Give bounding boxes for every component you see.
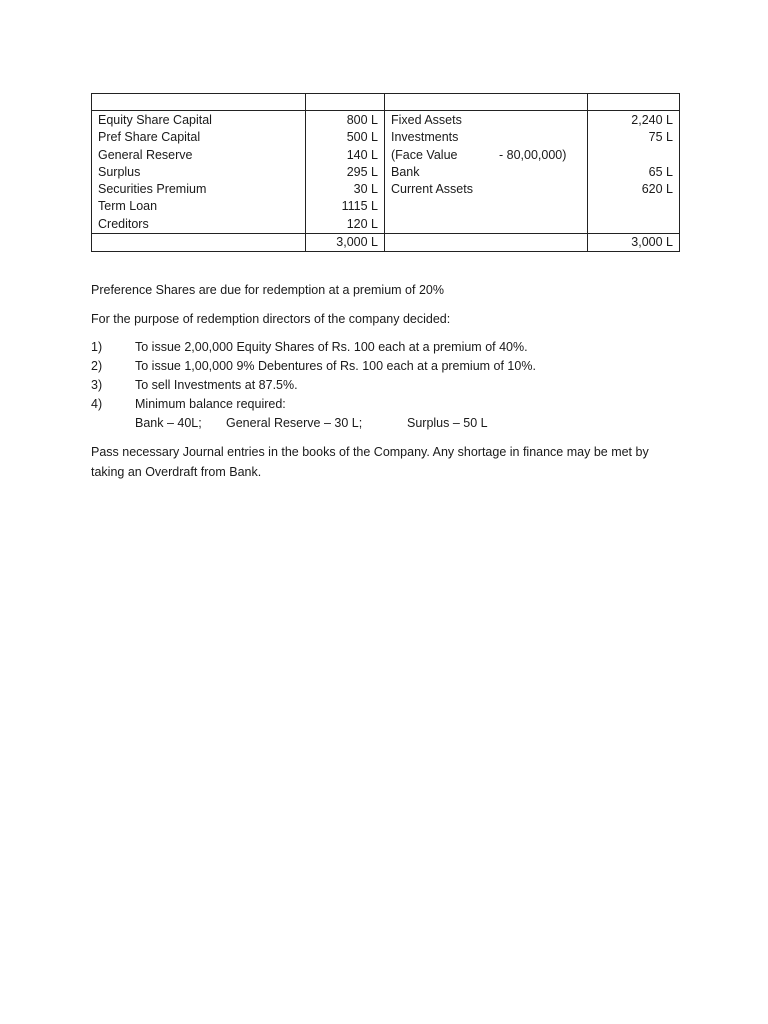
min-surplus: Surplus – 50 L <box>407 416 488 430</box>
asset-label <box>385 198 588 215</box>
asset-amount: 75 L <box>588 129 680 146</box>
list-item <box>91 338 536 357</box>
asset-amount: 2,240 L <box>588 111 680 130</box>
total-blank <box>385 234 588 252</box>
liability-label: Pref Share Capital <box>92 129 306 146</box>
balance-sheet-table <box>91 93 680 252</box>
min-bank: Bank – 40L; <box>135 416 202 430</box>
minimum-balance-line <box>91 414 536 433</box>
table-row <box>92 216 680 234</box>
list-text: To issue 1,00,000 9% Debentures of Rs. 100 each at a premium of 10%. <box>135 359 536 373</box>
asset-amount: 620 L <box>588 181 680 198</box>
asset-label: Fixed Assets <box>385 111 588 130</box>
list-text: Minimum balance required: <box>135 397 286 411</box>
list-number: 1) <box>91 340 103 354</box>
asset-amount <box>588 216 680 234</box>
total-liabilities: 3,000 L <box>306 234 385 252</box>
list-item <box>91 395 536 414</box>
liability-amount: 1115 L <box>306 198 385 215</box>
list-number: 4) <box>91 397 103 411</box>
decision-list <box>91 338 536 433</box>
table-row <box>92 198 680 215</box>
list-text: To issue 2,00,000 Equity Shares of Rs. 100 each at a premium of 40%. <box>135 340 528 354</box>
asset-label: Bank <box>385 164 588 181</box>
liability-label: Equity Share Capital <box>92 111 306 130</box>
table-row <box>92 129 680 146</box>
total-row <box>92 234 680 252</box>
liability-amount: 800 L <box>306 111 385 130</box>
asset-face-value: - 80,00,000) <box>499 147 567 162</box>
asset-label: Investments <box>385 129 588 146</box>
liability-label: Creditors <box>92 216 306 234</box>
liability-label: Surplus <box>92 164 306 181</box>
header-cell <box>588 94 680 111</box>
instruction-paragraph: Pass necessary Journal entries in the books of the Company. Any shortage in finance may be met by taking an Overdraft from Bank. <box>91 445 649 479</box>
header-cell <box>385 94 588 111</box>
list-item <box>91 376 536 395</box>
table-row <box>92 147 680 164</box>
total-blank <box>92 234 306 252</box>
asset-label <box>385 216 588 234</box>
liability-amount: 140 L <box>306 147 385 164</box>
list-number: 2) <box>91 359 103 373</box>
asset-label: (Face Value <box>391 147 458 162</box>
table-row <box>92 181 680 198</box>
liability-label: Term Loan <box>92 198 306 215</box>
asset-amount: 65 L <box>588 164 680 181</box>
list-item <box>91 357 536 376</box>
total-assets: 3,000 L <box>588 234 680 252</box>
directors-decision: For the purpose of redemption directors of the company decided: <box>91 312 451 326</box>
liability-amount: 500 L <box>306 129 385 146</box>
liability-amount: 295 L <box>306 164 385 181</box>
header-cell <box>92 94 306 111</box>
list-number: 3) <box>91 378 103 392</box>
table-row <box>92 164 680 181</box>
asset-amount <box>588 147 680 164</box>
asset-cell <box>385 147 588 164</box>
liability-amount: 30 L <box>306 181 385 198</box>
liability-label: Securities Premium <box>92 181 306 198</box>
liability-amount: 120 L <box>306 216 385 234</box>
premium-note: Preference Shares are due for redemption at a premium of 20% <box>91 283 444 297</box>
header-cell <box>306 94 385 111</box>
table-row <box>92 111 680 130</box>
liability-label: General Reserve <box>92 147 306 164</box>
asset-label: Current Assets <box>385 181 588 198</box>
min-general-reserve: General Reserve – 30 L; <box>226 416 363 430</box>
asset-amount <box>588 198 680 215</box>
table-header-row <box>92 94 680 111</box>
list-text: To sell Investments at 87.5%. <box>135 378 298 392</box>
